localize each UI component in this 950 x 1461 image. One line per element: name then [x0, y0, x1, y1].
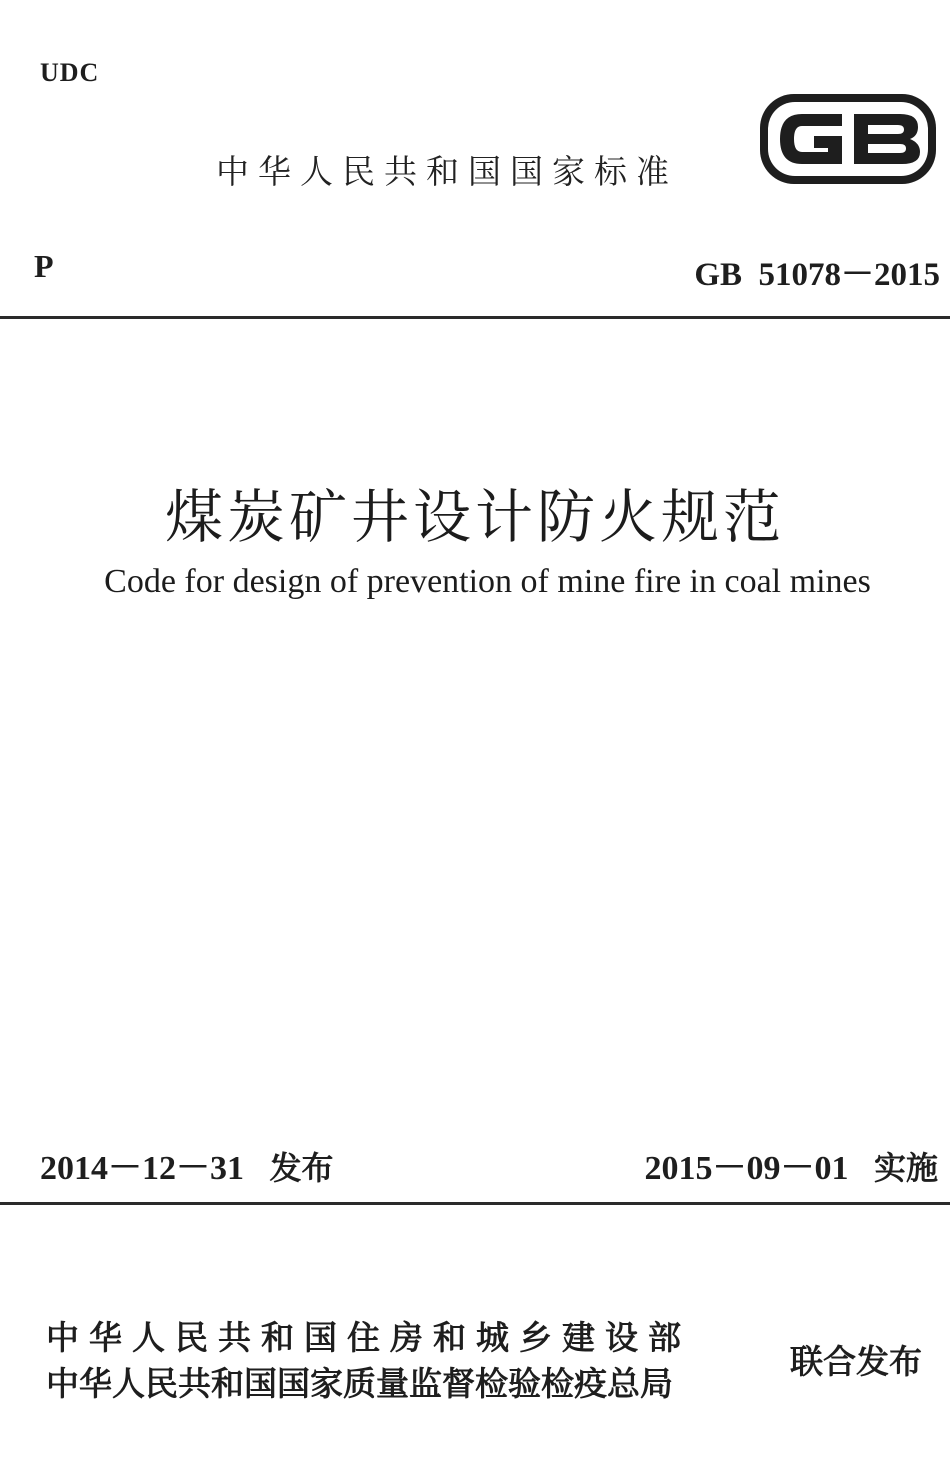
top-divider — [0, 316, 950, 319]
national-standard-heading: 中华人民共和国国家标准 — [216, 152, 678, 191]
issue-date: 2014－12－31 — [40, 1150, 244, 1187]
implementation-date: 2015－09－01 — [644, 1150, 849, 1187]
gb-logo — [758, 92, 938, 186]
implementation-label: 实施 — [873, 1149, 938, 1187]
implementation-date-line — [644, 1140, 938, 1189]
joint-issue-label: 联合发布 — [790, 1342, 922, 1381]
classification-code: P — [34, 248, 54, 284]
issue-date-line — [40, 1140, 334, 1189]
issue-label: 发布 — [269, 1149, 334, 1187]
publisher-ministry-housing: 中华人民共和国住房和城乡建设部 — [46, 1318, 691, 1357]
bottom-divider — [0, 1202, 950, 1205]
title-chinese: 煤炭矿井设计防火规范 — [164, 483, 785, 551]
publisher-aqsiq: 中华人民共和国国家质量监督检验检疫总局 — [46, 1364, 673, 1403]
standard-number: GB 51078－2015 — [694, 257, 940, 293]
udc-label: UDC — [40, 58, 100, 87]
title-english: Code for design of prevention of mine fire in coal mines — [104, 563, 871, 600]
